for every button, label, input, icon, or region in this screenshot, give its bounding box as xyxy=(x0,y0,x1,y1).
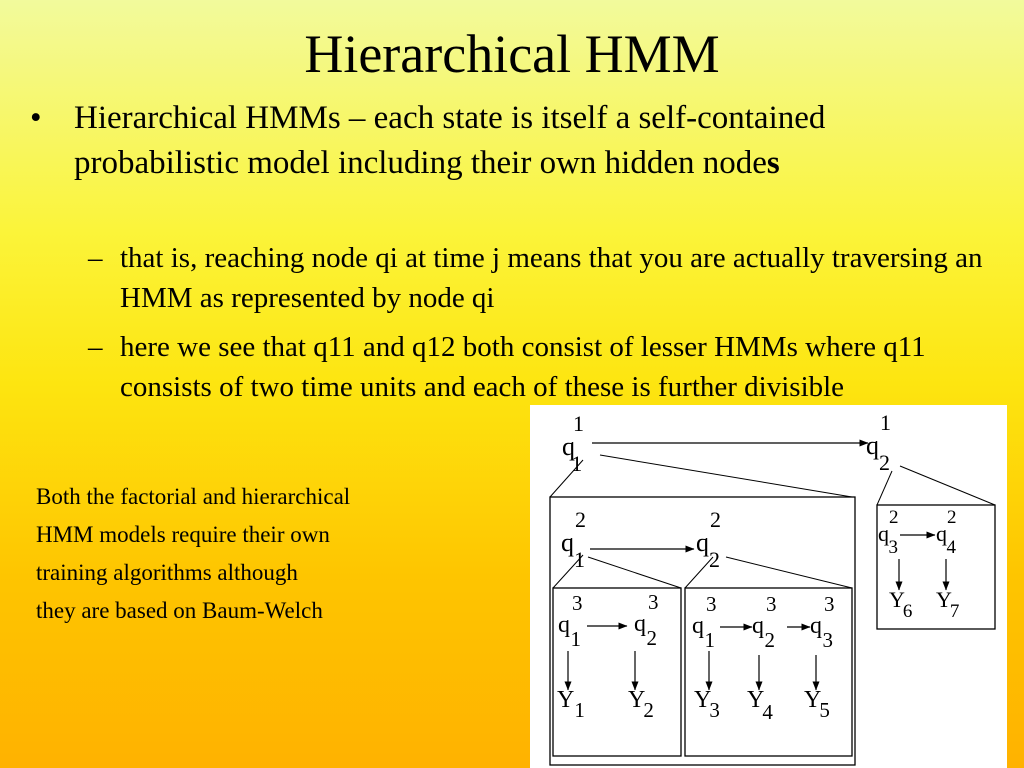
subbullet-text: that is, reaching node qi at time j means that you are actually traversing an HMM as represented by node qi xyxy=(120,242,983,314)
node-y1: Y1 xyxy=(557,687,585,722)
node-q3-2b: q3 2 xyxy=(752,592,777,652)
node-q2-4: q2 4 xyxy=(936,507,957,558)
note-line: HMM models require their own xyxy=(36,522,330,547)
note-line: they are based on Baum-Welch xyxy=(36,598,323,623)
node-q3-2: q3 2 xyxy=(634,590,659,650)
hhmm-diagram xyxy=(530,405,1007,768)
node-y3: Y3 xyxy=(694,687,720,722)
node-y2: Y2 xyxy=(628,687,654,722)
node-y6: Y6 xyxy=(889,587,913,622)
node-q3-1: q3 1 xyxy=(558,591,583,651)
expansion-lines xyxy=(550,455,995,588)
main-bullet-text: Hierarchical HMMs – each state is itself a self-contained probabilistic model including their own hidden nodes xyxy=(74,100,826,181)
note-line: training algorithms although xyxy=(36,560,298,585)
node-q2-3: q2 3 xyxy=(878,507,899,558)
subbullet-text: here we see that q11 and q12 both consist of lesser HMMs where q11 consists of two time units and each of these is further divisible xyxy=(120,331,926,403)
node-q1-2: $q^1$ 2 xyxy=(866,410,891,475)
subbullet-marker: – xyxy=(88,331,103,363)
node-y4: Y4 xyxy=(747,687,773,724)
node-q2-1: $q^2$ 1 xyxy=(561,507,586,572)
node-q1-1: q1 1 xyxy=(562,411,584,476)
side-note xyxy=(36,478,506,630)
bullet-marker: • xyxy=(30,100,42,136)
note-line: Both the factorial and hierarchical xyxy=(36,484,351,509)
slide-title: Hierarchical HMM xyxy=(304,24,720,84)
node-y5: Y5 xyxy=(804,687,830,722)
node-q3-3: q3 3 xyxy=(810,592,835,652)
node-y7: Y7 xyxy=(936,587,960,622)
subbullet-marker: – xyxy=(88,242,103,274)
hhmm-diagram-svg xyxy=(530,405,1007,768)
node-q2-2: $q^2$ 2 xyxy=(696,507,721,572)
node-q3-1b: q3 1 xyxy=(692,592,717,652)
